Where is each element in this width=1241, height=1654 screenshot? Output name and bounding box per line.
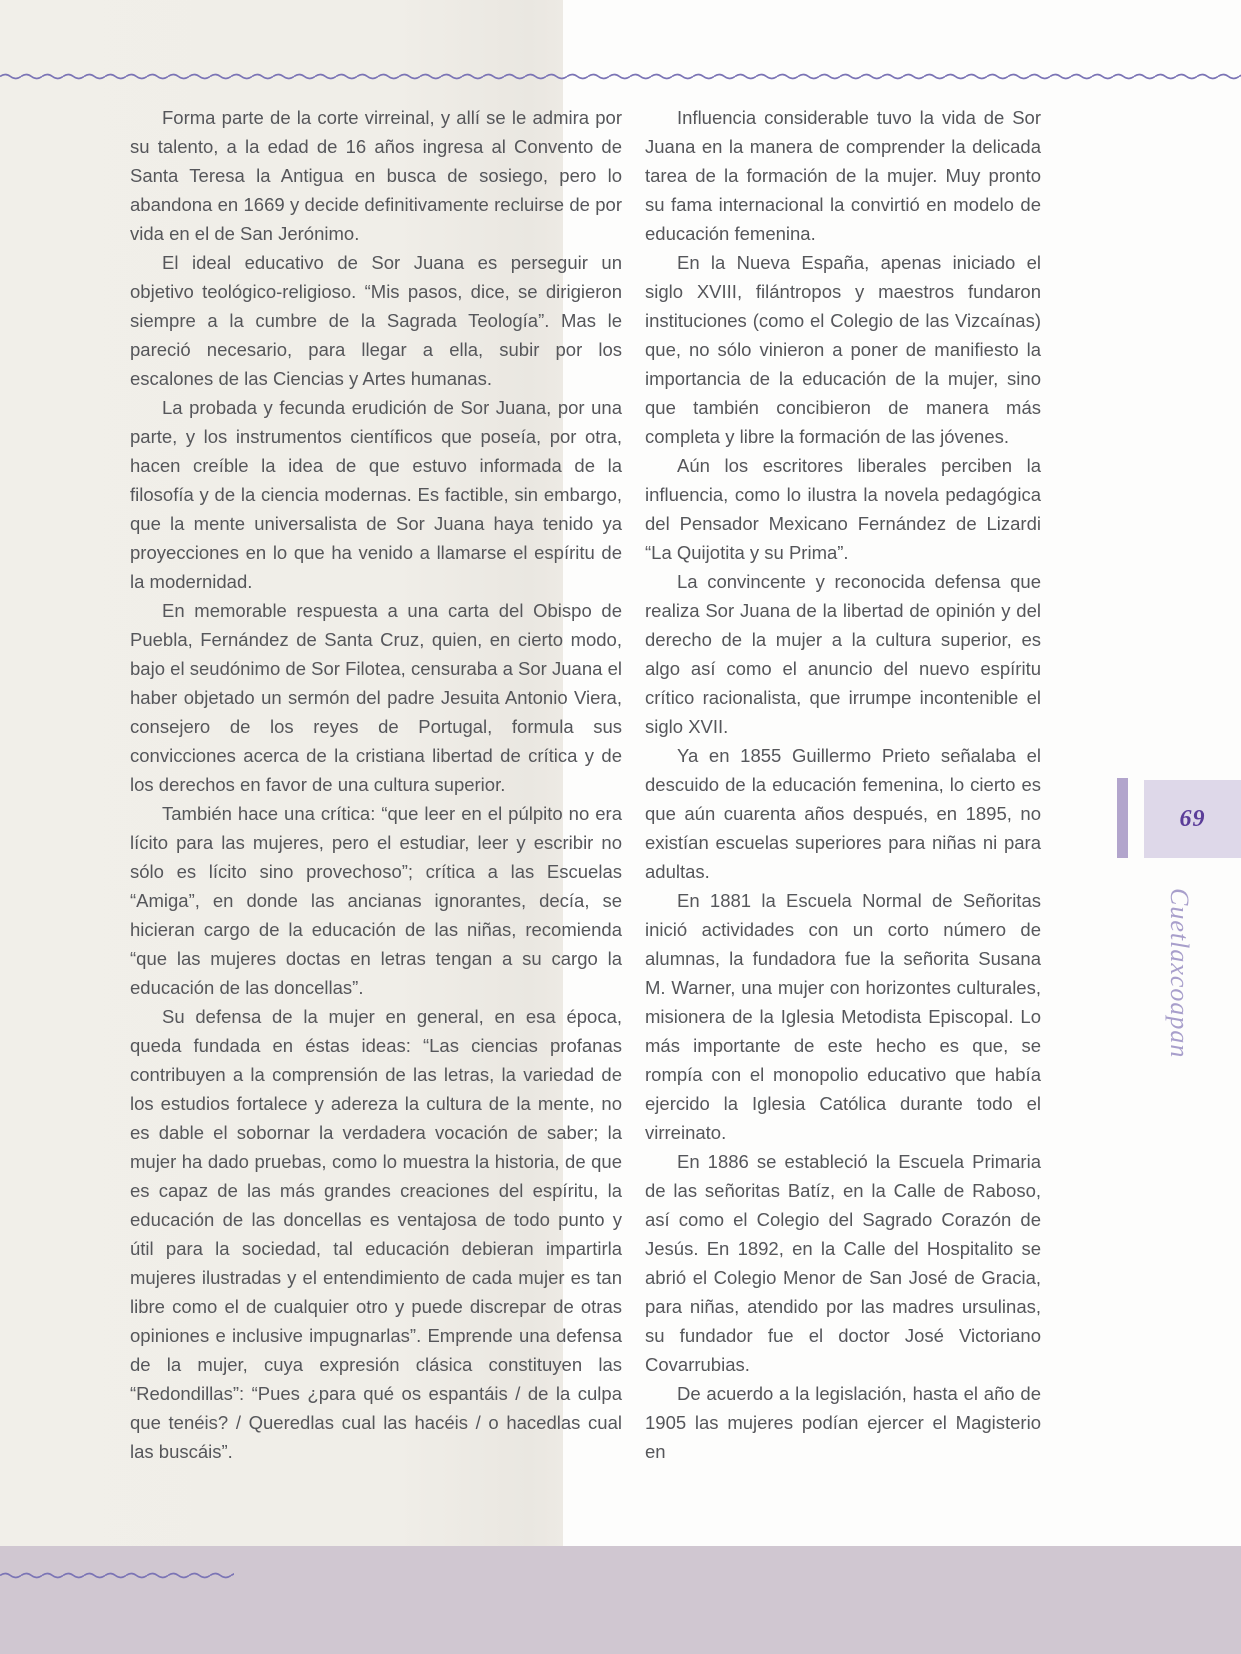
paragraph: El ideal educativo de Sor Juana es perseguir un objetivo teológico-religioso. “Mis pasos, dice, se dirigieron siempre a la cumbre de la Sagrada Teología”. Mas le pareció necesario, para llegar a ella, subir por los escalones de las Ciencias y Artes humanas. <box>130 252 622 389</box>
paragraph: En 1886 se estableció la Escuela Primaria de las señoritas Batíz, en la Calle de Raboso, así como el Colegio del Sagrado Corazón de Jesús. En 1892, en la Calle del Hospitalito se abrió el Colegio Menor de San José de Gracia, para niñas, atendido por las madres ursulinas, su fundador fue el doctor José Victoriano Covarrubias. <box>645 1151 1041 1375</box>
page-number-accent-bar <box>1117 778 1128 858</box>
paragraph: Influencia considerable tuvo la vida de Sor Juana en la manera de comprender la delicada tarea de la formación de la mujer. Muy pronto su fama internacional la convirtió en modelo de educación femenina. <box>645 107 1041 244</box>
footer-wavy-line <box>0 1569 234 1581</box>
paragraph: De acuerdo a la legislación, hasta el año de 1905 las mujeres podían ejercer el Magisterio en <box>645 1383 1041 1462</box>
right-text-column <box>645 103 1041 1466</box>
page-number-badge <box>1117 778 1241 858</box>
paragraph: En la Nueva España, apenas iniciado el siglo XVIII, filántropos y maestros fundaron instituciones (como el Colegio de las Vizcaínas) que, no sólo vinieron a poner de manifiesto la importancia de la educación de la mujer, sino que también concibieron de manera más completa y libre la formación de las jóvenes. <box>645 252 1041 447</box>
left-text-column <box>130 103 622 1466</box>
paragraph: La probada y fecunda erudición de Sor Juana, por una parte, y los instrumentos científicos que poseía, por otra, hacen creíble la idea de que estuvo informada de la filosofía y de la ciencia modernas. Es factible, sin embargo, que la mente universalista de Sor Juana haya tenido ya proyecciones en lo que ha venido a llamarse el espíritu de la modernidad. <box>130 397 622 592</box>
paragraph: En 1881 la Escuela Normal de Señoritas inició actividades con un corto número de alumnas, la fundadora fue la señorita Susana M. Warner, una mujer con horizontes culturales, misionera de la Iglesia Metodista Episcopal. Lo más importante de este hecho es que, se rompía con el monopolio educativo que había ejercido la Iglesia Católica durante todo el virreinato. <box>645 890 1041 1143</box>
paragraph: La convincente y reconocida defensa que realiza Sor Juana de la libertad de opinión y del derecho de la mujer a la cultura superior, es algo así como el anuncio del nuevo espíritu crítico racionalista, que irrumpe incontenible el siglo XVII. <box>645 571 1041 737</box>
section-side-label: Cuetlaxcoapan <box>1165 888 1194 1059</box>
paragraph: Aún los escritores liberales perciben la influencia, como lo ilustra la novela pedagógica del Pensador Mexicano Fernández de Lizardi “La Quijotita y su Prima”. <box>645 455 1041 563</box>
paragraph: También hace una crítica: “que leer en el púlpito no era lícito para las mujeres, pero el estudiar, leer y escribir no sólo es lícito sino provechoso”; crítica a las Escuelas “Amiga”, en donde las ancianas ignorantes, decía, se hicieran cargo de la educación de las niñas, recomienda “que las mujeres doctas en letras tengan a su cargo la educación de las doncellas”. <box>130 803 622 998</box>
paragraph: Su defensa de la mujer en general, en esa época, queda fundada en éstas ideas: “Las ciencias profanas contribuyen a la comprensión de las letras, la variedad de los estudios fortalece y adereza la cultura de la mente, no es dable el sobornar la verdadera vocación de saber; la mujer ha dado pruebas, como lo muestra la historia, de que es capaz de las más grandes creaciones del espíritu, la educación de las doncellas es ventajosa de todo punto y útil para la sociedad, tal educación debieran impartirla mujeres ilustradas y el entendimiento de cada mujer es tan libre como el de cualquier otro y puede discrepar de otras opiniones e inclusive impugnarlas”. Emprende una defensa de la mujer, cuya expresión clásica constituyen las “Redondillas”: “Pues ¿para qué os espantáis / de la culpa que tenéis? / Queredlas cual las hacéis / o hacedlas cual las buscáis”. <box>130 1006 622 1462</box>
page-number: 69 <box>1179 805 1206 832</box>
page-number-box <box>1144 780 1241 858</box>
paragraph: Ya en 1855 Guillermo Prieto señalaba el descuido de la educación femenina, lo cierto es que aún cuarenta años después, en 1895, no existían escuelas superiores para niñas ni para adultas. <box>645 745 1041 882</box>
paragraph: En memorable respuesta a una carta del Obispo de Puebla, Fernández de Santa Cruz, quien, en cierto modo, bajo el seudónimo de Sor Filotea, censuraba a Sor Juana el haber objetado un sermón del padre Jesuita Antonio Viera, consejero de los reyes de Portugal, formula sus convicciones acerca de la cristiana libertad de crítica y de los derechos en favor de una cultura superior. <box>130 600 622 795</box>
top-wavy-divider <box>0 70 1241 82</box>
footer-band <box>0 1546 1241 1654</box>
paragraph: Forma parte de la corte virreinal, y allí se le admira por su talento, a la edad de 16 años ingresa al Convento de Santa Teresa la Antigua en busca de sosiego, pero lo abandona en 1669 y decide definitivamente recluirse de por vida en el de San Jerónimo. <box>130 107 622 244</box>
